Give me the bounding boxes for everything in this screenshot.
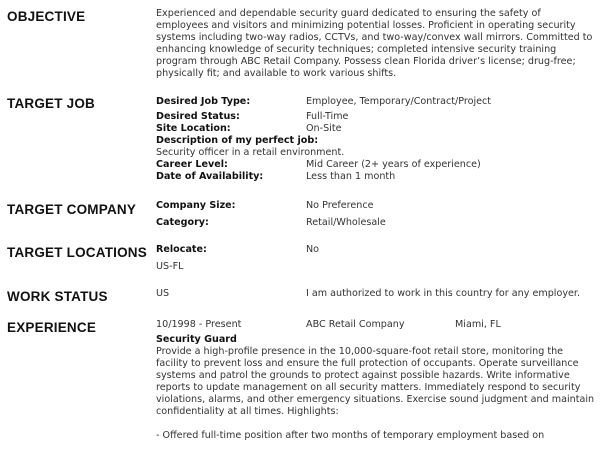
availability-label: Date of Availability:	[156, 171, 264, 182]
career-level-label: Career Level:	[156, 159, 228, 170]
category-label: Category:	[156, 217, 209, 228]
experience-company: ABC Retail Company	[306, 319, 405, 330]
desired-status-value: Full-Time	[306, 111, 349, 122]
relocate-value: No	[306, 244, 320, 255]
experience-title: Security Guard	[156, 334, 237, 345]
experience-heading: EXPERIENCE	[7, 320, 97, 335]
experience-location: Miami, FL	[455, 319, 501, 330]
desired-job-type-label: Desired Job Type:	[156, 96, 251, 107]
description-label: Description of my perfect job:	[156, 135, 319, 146]
description-value: Security officer in a retail environment.	[156, 147, 345, 158]
target-company-heading: TARGET COMPANY	[7, 202, 137, 217]
company-size-value: No Preference	[306, 200, 374, 211]
desired-status-label: Desired Status:	[156, 111, 240, 122]
company-size-label: Company Size:	[156, 200, 236, 211]
target-locations-heading: TARGET LOCATIONS	[7, 245, 147, 260]
desired-job-type-value: Employee, Temporary/Contract/Project	[306, 96, 492, 107]
experience-dates: 10/1998 - Present	[156, 319, 242, 330]
work-status-heading: WORK STATUS	[7, 289, 108, 304]
experience-highlight: - Offered full-time position after two months of temporary employment based on	[156, 430, 545, 441]
site-location-label: Site Location:	[156, 123, 231, 134]
work-status-text: I am authorized to work in this country for any employer.	[306, 288, 581, 299]
career-level-value: Mid Career (2+ years of experience)	[306, 159, 481, 170]
target-job-heading: TARGET JOB	[7, 96, 96, 111]
site-location-value: On-Site	[306, 123, 342, 134]
category-value: Retail/Wholesale	[306, 217, 386, 228]
experience-description: Provide a high-profile presence in the 10,000-square-foot retail store, monitoring the facility to prevent loss and ensure the full protection of occupants. Operate surveillance systems and patrol the grounds to protect against possible hazards. Write informative reports to update management on all security matters. Immediately respond to security violations, alarms, and other emergency situations. Exercise sound judgment and maintain confidentiality at all times. Highlights:	[156, 346, 595, 417]
work-status-country: US	[156, 288, 170, 299]
location-value: US-FL	[156, 261, 184, 272]
objective-text: Experienced and dependable security guard dedicated to ensuring the safety of employees and visitors and minimizing potential losses. Proficient in operating security systems including two-way radios, CCTVs, and two-way/convex wall mirrors. Committed to enhancing knowledge of security techniques; completed intensive security training program through ABC Retail Company. Possess clean Florida driver’s license; drug-free; physically fit; and available to work various shifts.	[156, 8, 593, 79]
relocate-label: Relocate:	[156, 244, 207, 255]
availability-value: Less than 1 month	[306, 171, 396, 182]
objective-heading: OBJECTIVE	[7, 9, 86, 24]
